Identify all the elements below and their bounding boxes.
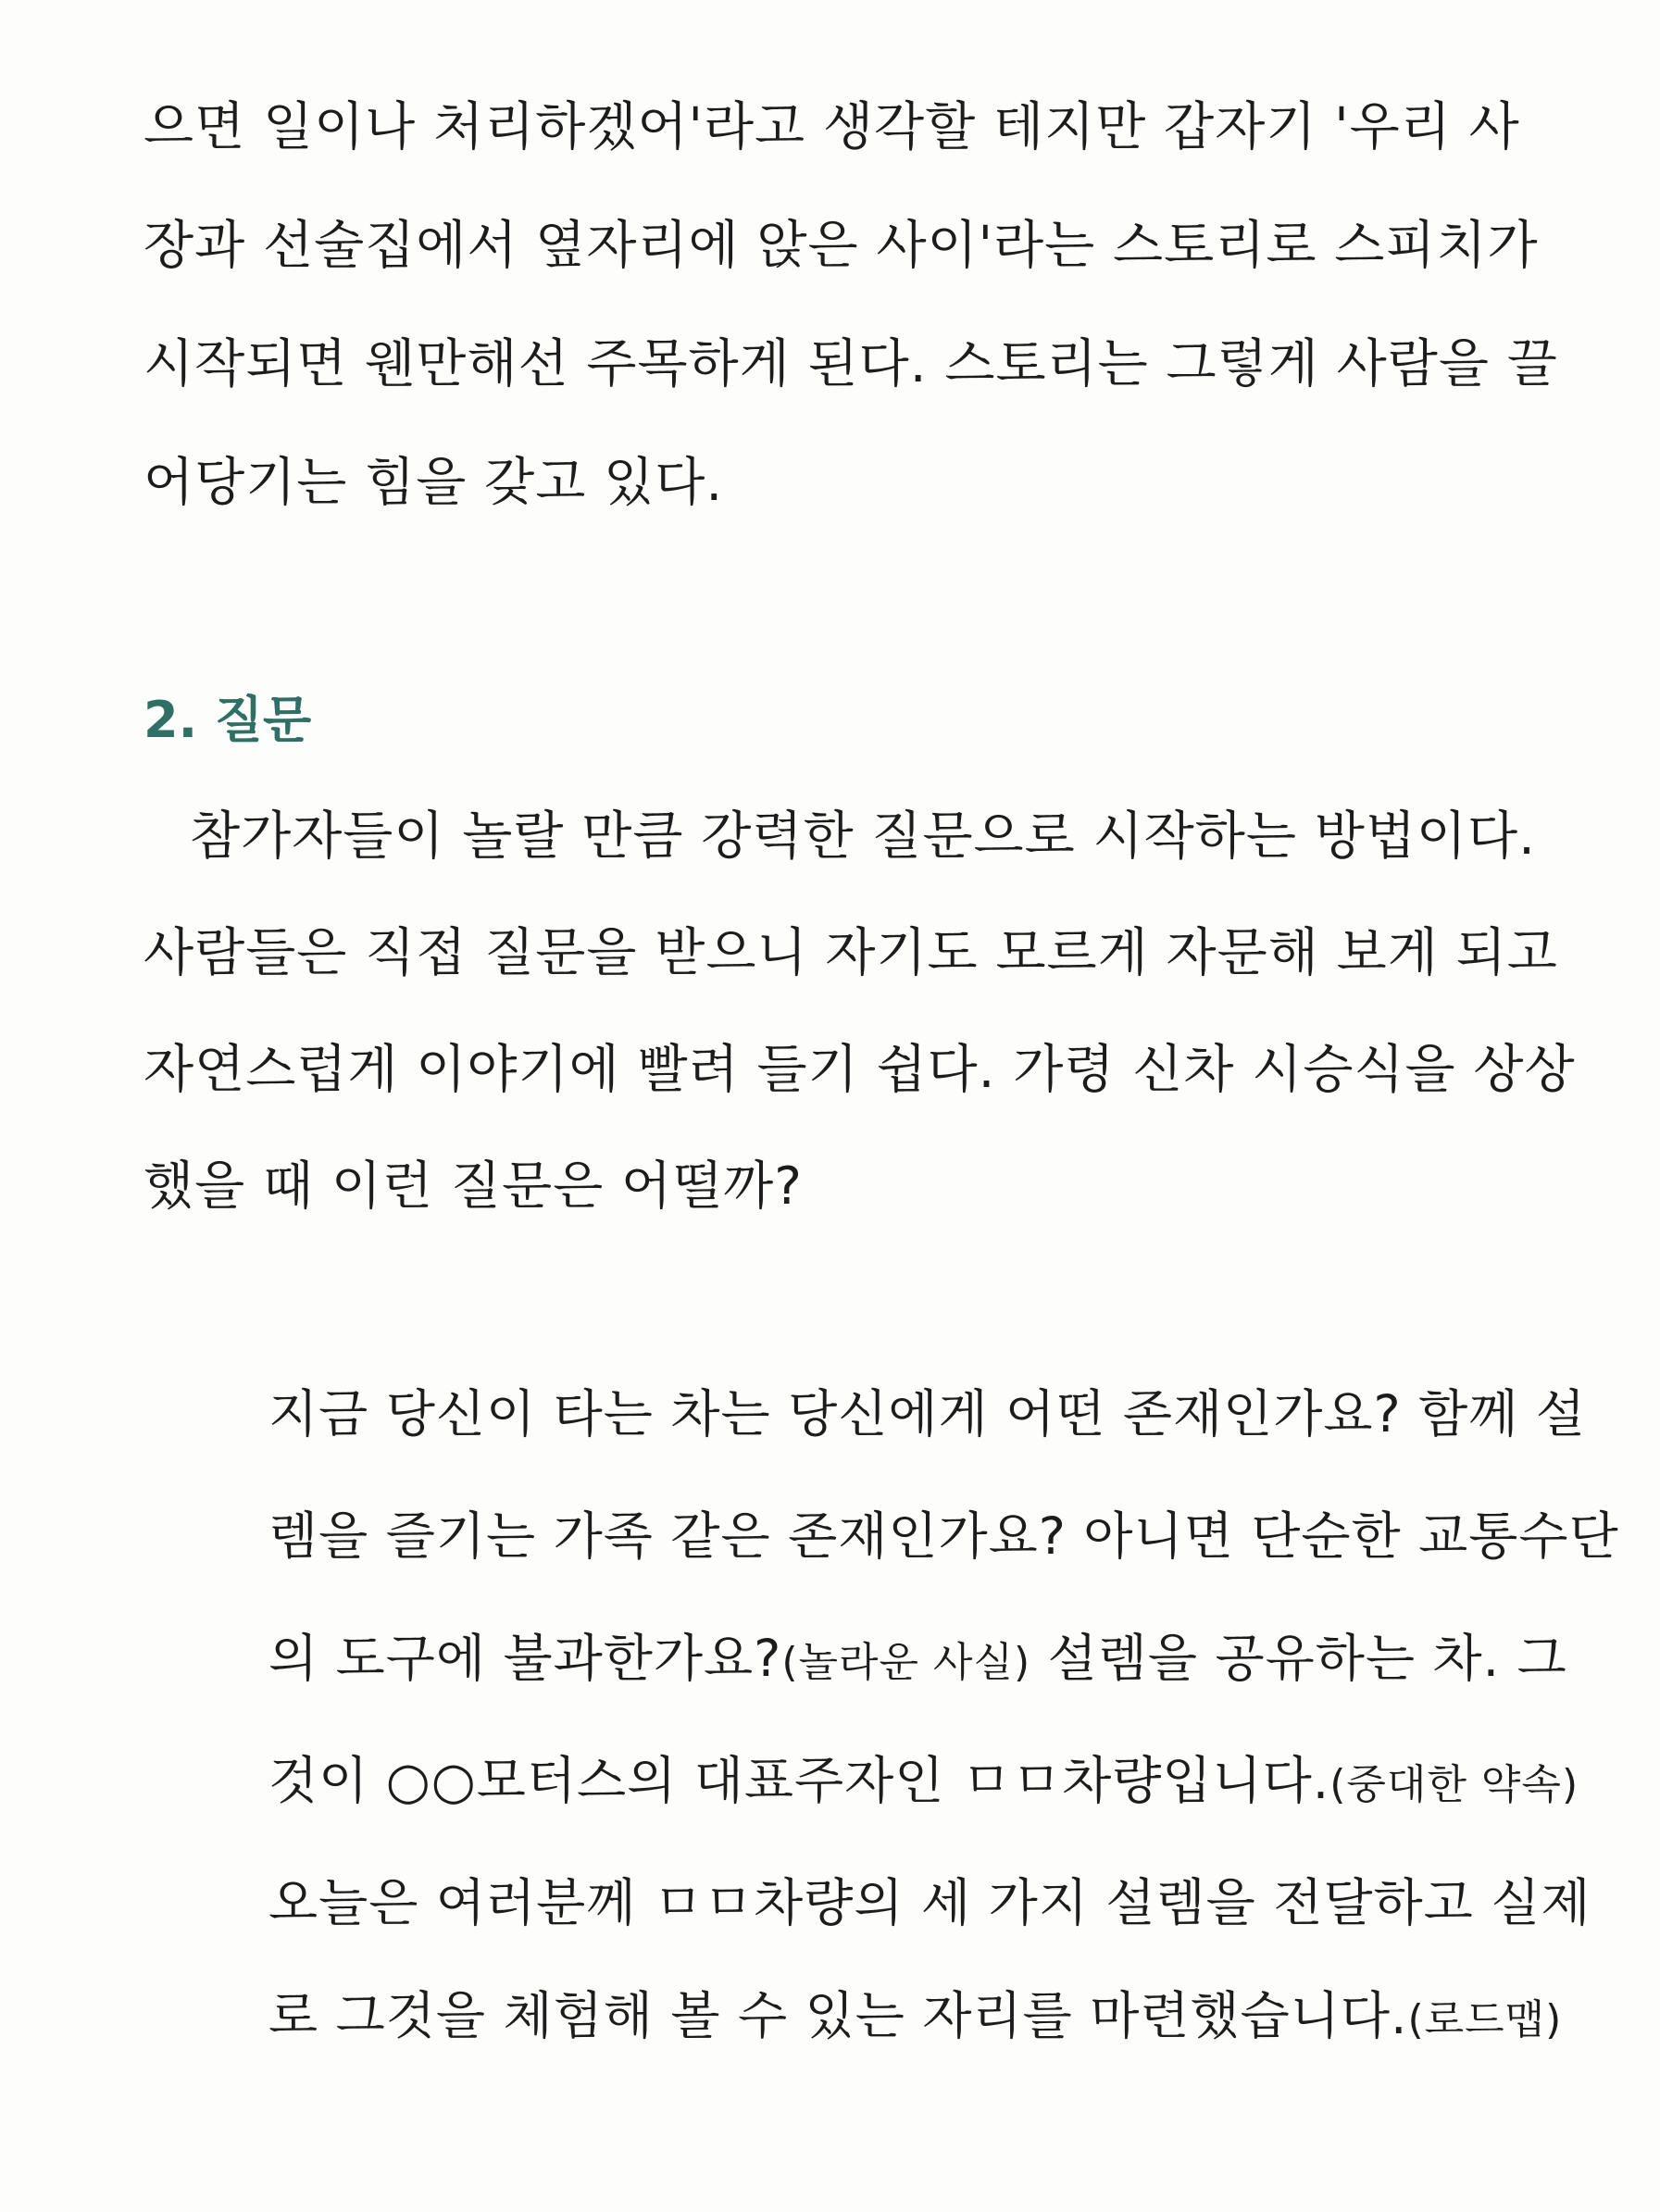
body-line-3: 자연스럽게 이야기에 빨려 들기 쉽다. 가령 신차 시승식을 상상 — [144, 1040, 1576, 1100]
quote-line-3-tail: 설렘을 공유하는 차. 그 — [1030, 1629, 1567, 1688]
quote-line-1: 지금 당신이 타는 차는 당신에게 어떤 존재인가요? 함께 설 — [268, 1384, 1587, 1443]
quote-line-5: 오늘은 여러분께 ㅁㅁ차량의 세 가지 설렘을 전달하고 실제 — [268, 1873, 1591, 1932]
intro-line-4: 어당기는 힘을 갖고 있다. — [144, 453, 724, 513]
quote-line-6 — [268, 1986, 1563, 2045]
body-line-2: 사람들은 직접 질문을 받으니 자기도 모르게 자문해 보게 되고 — [144, 923, 1558, 983]
quote-line-3-text: 의 도구에 불과한가요? — [268, 1629, 782, 1688]
quote-line-4-text: 것이 ○○모터스의 대표주자인 ㅁㅁ차량입니다. — [268, 1751, 1330, 1810]
quote-line-6-text: 로 그것을 체험해 볼 수 있는 자리를 마련했습니다. — [268, 1986, 1408, 2045]
intro-line-3: 시작되면 웬만해선 주목하게 된다. 스토리는 그렇게 사람을 끌 — [144, 334, 1558, 394]
intro-line-1: 으면 일이나 처리하겠어'라고 생각할 테지만 갑자기 '우리 사 — [144, 97, 1520, 157]
quote-annotation-roadmap: (로드맵) — [1407, 1996, 1563, 2043]
section-heading: 2. 질문 — [144, 691, 312, 749]
body-line-4: 했을 때 이런 질문은 어떨까? — [144, 1156, 803, 1217]
quote-line-2: 렘을 즐기는 가족 같은 존재인가요? 아니면 단순한 교통수단 — [268, 1506, 1619, 1566]
quote-annotation-surprise: (놀라운 사실) — [781, 1639, 1031, 1686]
quote-line-3 — [268, 1629, 1567, 1688]
quote-annotation-promise: (중대한 약속) — [1329, 1761, 1579, 1808]
intro-line-2: 장과 선술집에서 옆자리에 앉은 사이'라는 스토리로 스피치가 — [144, 216, 1539, 276]
body-line-1: 참가자들이 놀랄 만큼 강력한 질문으로 시작하는 방법이다. — [190, 806, 1536, 867]
quote-line-4 — [268, 1751, 1579, 1810]
